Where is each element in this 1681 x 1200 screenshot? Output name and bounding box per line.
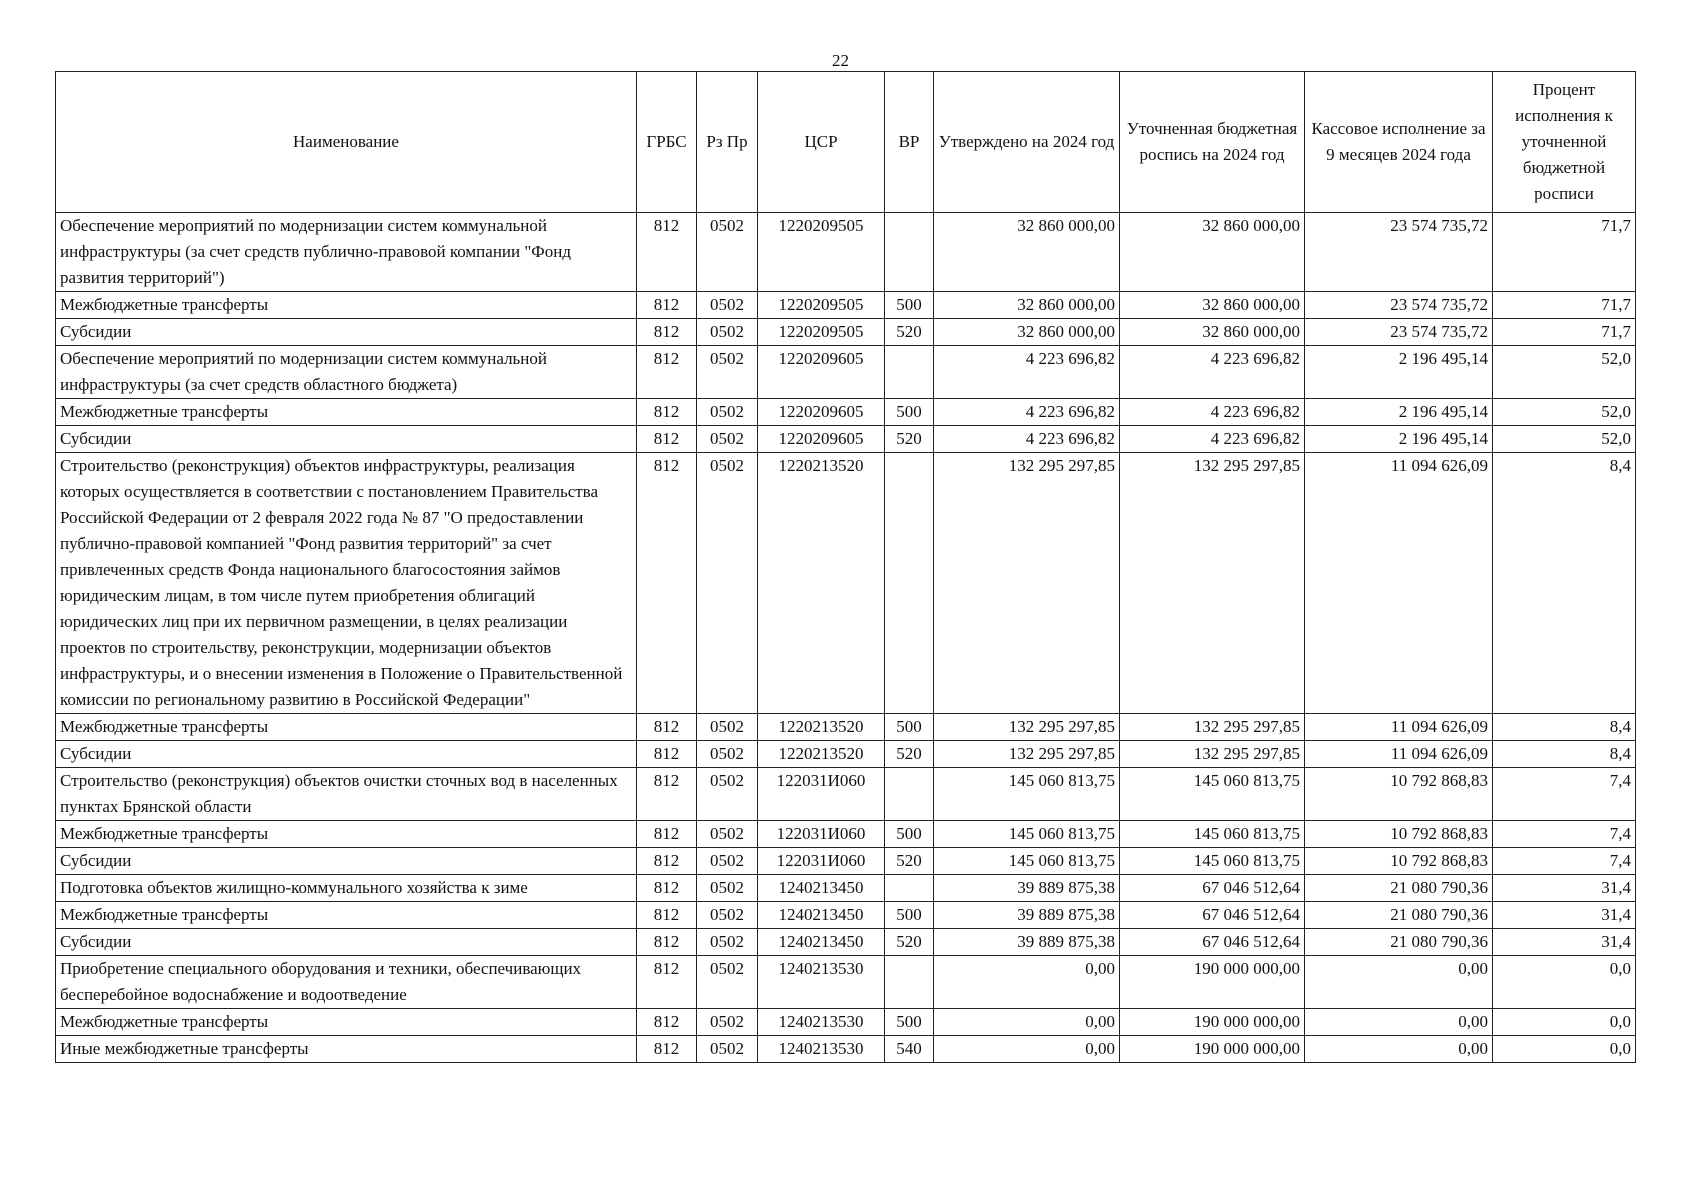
cell-rzpr: 0502 <box>697 453 758 714</box>
cell-percent: 31,4 <box>1493 902 1636 929</box>
cell-rzpr: 0502 <box>697 426 758 453</box>
cell-cash: 2 196 495,14 <box>1305 399 1493 426</box>
cell-csr: 1240213450 <box>758 902 885 929</box>
cell-name: Субсидии <box>56 848 637 875</box>
header-approved: Утверждено на 2024 год <box>934 72 1120 213</box>
table-row <box>56 821 1636 848</box>
cell-grbs: 812 <box>637 292 697 319</box>
cell-approved: 145 060 813,75 <box>934 821 1120 848</box>
table-row <box>56 714 1636 741</box>
cell-grbs: 812 <box>637 768 697 821</box>
cell-refined: 67 046 512,64 <box>1120 875 1305 902</box>
table-row <box>56 319 1636 346</box>
header-rzpr: Рз Пр <box>697 72 758 213</box>
cell-approved: 132 295 297,85 <box>934 453 1120 714</box>
table-row <box>56 929 1636 956</box>
cell-grbs: 812 <box>637 714 697 741</box>
cell-vr: 520 <box>885 319 934 346</box>
cell-name: Обеспечение мероприятий по модернизации систем коммунальной инфраструктуры (за счет средств областного бюджета) <box>56 346 637 399</box>
cell-percent: 7,4 <box>1493 768 1636 821</box>
table-row <box>56 741 1636 768</box>
cell-approved: 39 889 875,38 <box>934 929 1120 956</box>
cell-cash: 21 080 790,36 <box>1305 929 1493 956</box>
cell-vr <box>885 956 934 1009</box>
cell-refined: 132 295 297,85 <box>1120 714 1305 741</box>
cell-grbs: 812 <box>637 399 697 426</box>
cell-name: Строительство (реконструкция) объектов очистки сточных вод в населенных пунктах Брянской области <box>56 768 637 821</box>
cell-rzpr: 0502 <box>697 875 758 902</box>
cell-cash: 2 196 495,14 <box>1305 346 1493 399</box>
header-refined: Уточненная бюджетная роспись на 2024 год <box>1120 72 1305 213</box>
cell-refined: 190 000 000,00 <box>1120 1036 1305 1063</box>
table-row <box>56 848 1636 875</box>
cell-csr: 1220209605 <box>758 346 885 399</box>
cell-cash: 11 094 626,09 <box>1305 453 1493 714</box>
table-header-row <box>56 72 1636 213</box>
cell-csr: 122031И060 <box>758 848 885 875</box>
cell-rzpr: 0502 <box>697 956 758 1009</box>
cell-approved: 0,00 <box>934 956 1120 1009</box>
cell-rzpr: 0502 <box>697 714 758 741</box>
cell-approved: 4 223 696,82 <box>934 346 1120 399</box>
header-cash: Кассовое исполнение за 9 месяцев 2024 года <box>1305 72 1493 213</box>
cell-csr: 1220213520 <box>758 453 885 714</box>
cell-name: Межбюджетные трансферты <box>56 1009 637 1036</box>
cell-rzpr: 0502 <box>697 399 758 426</box>
table-row <box>56 346 1636 399</box>
table-row <box>56 453 1636 714</box>
cell-rzpr: 0502 <box>697 1009 758 1036</box>
cell-approved: 32 860 000,00 <box>934 292 1120 319</box>
cell-rzpr: 0502 <box>697 741 758 768</box>
cell-approved: 32 860 000,00 <box>934 319 1120 346</box>
cell-percent: 31,4 <box>1493 875 1636 902</box>
cell-name: Субсидии <box>56 319 637 346</box>
cell-percent: 52,0 <box>1493 399 1636 426</box>
cell-percent: 0,0 <box>1493 1009 1636 1036</box>
cell-vr <box>885 346 934 399</box>
cell-percent: 31,4 <box>1493 929 1636 956</box>
cell-vr: 500 <box>885 399 934 426</box>
header-csr: ЦСР <box>758 72 885 213</box>
cell-percent: 0,0 <box>1493 1036 1636 1063</box>
cell-name: Межбюджетные трансферты <box>56 714 637 741</box>
cell-csr: 1240213530 <box>758 956 885 1009</box>
cell-csr: 1240213450 <box>758 929 885 956</box>
cell-grbs: 812 <box>637 821 697 848</box>
cell-approved: 4 223 696,82 <box>934 399 1120 426</box>
table-body <box>56 213 1636 1063</box>
cell-approved: 39 889 875,38 <box>934 875 1120 902</box>
header-name: Наименование <box>56 72 637 213</box>
cell-vr: 520 <box>885 741 934 768</box>
cell-approved: 145 060 813,75 <box>934 848 1120 875</box>
cell-csr: 1240213450 <box>758 875 885 902</box>
cell-vr: 520 <box>885 929 934 956</box>
cell-approved: 132 295 297,85 <box>934 741 1120 768</box>
header-vr: ВР <box>885 72 934 213</box>
cell-name: Иные межбюджетные трансферты <box>56 1036 637 1063</box>
cell-cash: 21 080 790,36 <box>1305 902 1493 929</box>
table-row <box>56 213 1636 292</box>
cell-percent: 71,7 <box>1493 319 1636 346</box>
cell-grbs: 812 <box>637 453 697 714</box>
cell-csr: 1240213530 <box>758 1009 885 1036</box>
cell-approved: 32 860 000,00 <box>934 213 1120 292</box>
cell-grbs: 812 <box>637 1036 697 1063</box>
cell-csr: 122031И060 <box>758 821 885 848</box>
table-row <box>56 902 1636 929</box>
cell-name: Межбюджетные трансферты <box>56 821 637 848</box>
cell-name: Субсидии <box>56 929 637 956</box>
cell-csr: 1220209605 <box>758 426 885 453</box>
cell-cash: 23 574 735,72 <box>1305 213 1493 292</box>
cell-refined: 4 223 696,82 <box>1120 426 1305 453</box>
cell-vr: 520 <box>885 848 934 875</box>
cell-approved: 0,00 <box>934 1009 1120 1036</box>
cell-rzpr: 0502 <box>697 768 758 821</box>
page-number: 22 <box>832 51 849 70</box>
cell-name: Субсидии <box>56 426 637 453</box>
cell-rzpr: 0502 <box>697 213 758 292</box>
cell-refined: 190 000 000,00 <box>1120 1009 1305 1036</box>
cell-refined: 4 223 696,82 <box>1120 346 1305 399</box>
cell-name: Приобретение специального оборудования и техники, обеспечивающих бесперебойное водоснабжение и водоотведение <box>56 956 637 1009</box>
table-row <box>56 875 1636 902</box>
cell-csr: 122031И060 <box>758 768 885 821</box>
cell-percent: 7,4 <box>1493 848 1636 875</box>
table-row <box>56 426 1636 453</box>
cell-cash: 2 196 495,14 <box>1305 426 1493 453</box>
cell-vr: 500 <box>885 292 934 319</box>
cell-rzpr: 0502 <box>697 902 758 929</box>
cell-cash: 21 080 790,36 <box>1305 875 1493 902</box>
cell-vr <box>885 213 934 292</box>
cell-csr: 1220209505 <box>758 292 885 319</box>
cell-name: Межбюджетные трансферты <box>56 399 637 426</box>
cell-vr: 540 <box>885 1036 934 1063</box>
cell-refined: 190 000 000,00 <box>1120 956 1305 1009</box>
table-row <box>56 1036 1636 1063</box>
budget-table <box>55 71 1636 1063</box>
cell-csr: 1220209605 <box>758 399 885 426</box>
cell-percent: 7,4 <box>1493 821 1636 848</box>
cell-refined: 67 046 512,64 <box>1120 902 1305 929</box>
cell-percent: 8,4 <box>1493 453 1636 714</box>
cell-rzpr: 0502 <box>697 848 758 875</box>
cell-percent: 71,7 <box>1493 292 1636 319</box>
cell-approved: 39 889 875,38 <box>934 902 1120 929</box>
cell-csr: 1220209505 <box>758 213 885 292</box>
cell-percent: 8,4 <box>1493 741 1636 768</box>
table-row <box>56 292 1636 319</box>
cell-vr <box>885 875 934 902</box>
cell-refined: 145 060 813,75 <box>1120 821 1305 848</box>
cell-cash: 10 792 868,83 <box>1305 821 1493 848</box>
cell-grbs: 812 <box>637 956 697 1009</box>
cell-cash: 0,00 <box>1305 1036 1493 1063</box>
cell-percent: 71,7 <box>1493 213 1636 292</box>
cell-refined: 4 223 696,82 <box>1120 399 1305 426</box>
cell-vr: 520 <box>885 426 934 453</box>
cell-csr: 1240213530 <box>758 1036 885 1063</box>
cell-approved: 4 223 696,82 <box>934 426 1120 453</box>
cell-refined: 145 060 813,75 <box>1120 848 1305 875</box>
cell-vr: 500 <box>885 714 934 741</box>
cell-rzpr: 0502 <box>697 821 758 848</box>
cell-approved: 132 295 297,85 <box>934 714 1120 741</box>
cell-csr: 1220213520 <box>758 714 885 741</box>
cell-refined: 32 860 000,00 <box>1120 292 1305 319</box>
cell-name: Строительство (реконструкция) объектов инфраструктуры, реализация которых осуществляется в соответствии с постановлением Правительства Российской Федерации от 2 февраля 2022 года № 87 "О предоставлении публично-правовой компанией "Фонд развития территорий" за счет привлеченных средств Фонда национального благосостояния займов юридическим лицам, в том числе путем приобретения облигаций юридических лиц при их первичном размещении, в целях реализации проектов по строительству, реконструкции, модернизации объектов инфраструктуры, и о внесении изменения в Положение о Правительственной комиссии по региональному развитию в Российской Федерации" <box>56 453 637 714</box>
cell-cash: 10 792 868,83 <box>1305 848 1493 875</box>
cell-grbs: 812 <box>637 319 697 346</box>
cell-name: Обеспечение мероприятий по модернизации систем коммунальной инфраструктуры (за счет средств публично-правовой компании "Фонд развития территорий") <box>56 213 637 292</box>
cell-rzpr: 0502 <box>697 319 758 346</box>
cell-name: Субсидии <box>56 741 637 768</box>
table-row <box>56 1009 1636 1036</box>
cell-refined: 145 060 813,75 <box>1120 768 1305 821</box>
cell-grbs: 812 <box>637 213 697 292</box>
cell-approved: 0,00 <box>934 1036 1120 1063</box>
cell-rzpr: 0502 <box>697 346 758 399</box>
header-grbs: ГРБС <box>637 72 697 213</box>
cell-name: Подготовка объектов жилищно-коммунального хозяйства к зиме <box>56 875 637 902</box>
cell-grbs: 812 <box>637 875 697 902</box>
cell-grbs: 812 <box>637 426 697 453</box>
cell-cash: 0,00 <box>1305 1009 1493 1036</box>
cell-vr: 500 <box>885 902 934 929</box>
table-row <box>56 768 1636 821</box>
cell-name: Межбюджетные трансферты <box>56 902 637 929</box>
cell-grbs: 812 <box>637 902 697 929</box>
cell-grbs: 812 <box>637 741 697 768</box>
cell-cash: 23 574 735,72 <box>1305 292 1493 319</box>
cell-percent: 52,0 <box>1493 346 1636 399</box>
cell-cash: 0,00 <box>1305 956 1493 1009</box>
cell-rzpr: 0502 <box>697 292 758 319</box>
cell-name: Межбюджетные трансферты <box>56 292 637 319</box>
cell-vr: 500 <box>885 821 934 848</box>
cell-grbs: 812 <box>637 1009 697 1036</box>
cell-csr: 1220209505 <box>758 319 885 346</box>
cell-vr <box>885 453 934 714</box>
cell-percent: 8,4 <box>1493 714 1636 741</box>
cell-approved: 145 060 813,75 <box>934 768 1120 821</box>
cell-percent: 52,0 <box>1493 426 1636 453</box>
cell-rzpr: 0502 <box>697 1036 758 1063</box>
budget-table-wrapper <box>55 71 1636 1063</box>
cell-refined: 32 860 000,00 <box>1120 319 1305 346</box>
table-row <box>56 399 1636 426</box>
cell-cash: 11 094 626,09 <box>1305 741 1493 768</box>
cell-grbs: 812 <box>637 346 697 399</box>
cell-percent: 0,0 <box>1493 956 1636 1009</box>
cell-refined: 32 860 000,00 <box>1120 213 1305 292</box>
cell-cash: 10 792 868,83 <box>1305 768 1493 821</box>
cell-cash: 11 094 626,09 <box>1305 714 1493 741</box>
header-percent: Процент исполнения к уточненной бюджетной росписи <box>1493 72 1636 213</box>
cell-vr <box>885 768 934 821</box>
cell-cash: 23 574 735,72 <box>1305 319 1493 346</box>
cell-grbs: 812 <box>637 929 697 956</box>
cell-refined: 67 046 512,64 <box>1120 929 1305 956</box>
cell-refined: 132 295 297,85 <box>1120 453 1305 714</box>
table-row <box>56 956 1636 1009</box>
cell-csr: 1220213520 <box>758 741 885 768</box>
cell-rzpr: 0502 <box>697 929 758 956</box>
cell-grbs: 812 <box>637 848 697 875</box>
cell-vr: 500 <box>885 1009 934 1036</box>
cell-refined: 132 295 297,85 <box>1120 741 1305 768</box>
